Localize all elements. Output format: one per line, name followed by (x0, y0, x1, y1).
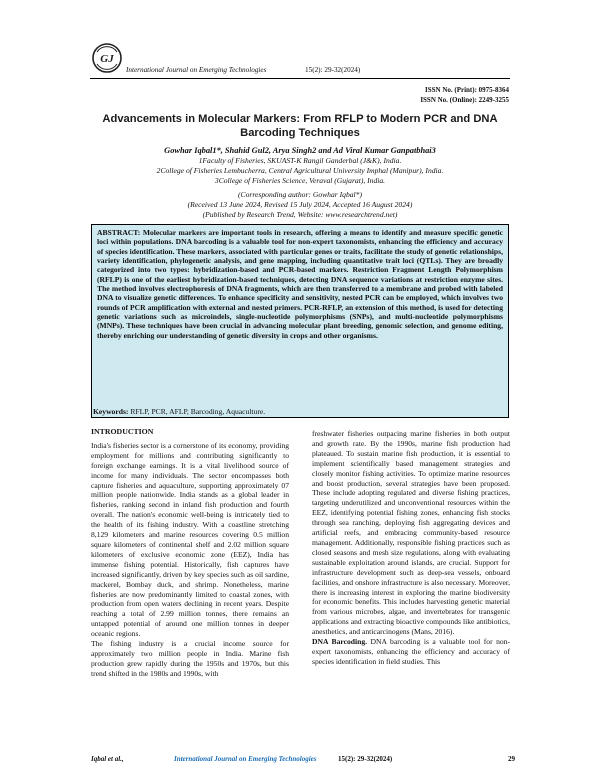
affiliation-1: 1Faculty of Fisheries, SKUAST-K Rangil Ganderbal (J&K), India. (198, 156, 402, 165)
left-column (91, 427, 289, 679)
right-paragraph-2-text: DNA barcoding is a valuable tool for non-expert taxonomists, enhancing the efficiency and accuracy of species identification in field studies. This (312, 637, 510, 666)
footer-volume: 15(2): 29-32(2024) (338, 755, 393, 763)
right-paragraph-2 (312, 637, 510, 667)
journal-volume: 15(2): 29-32(2024) (305, 66, 361, 74)
publisher-line: (Published by Research Trend, Website: www.researchtrend.net) (202, 210, 398, 219)
issn-online: ISSN No. (Online): 2249-3255 (420, 96, 509, 104)
corresponding-author: (Corresponding author: Gowhar Iqbal*) (238, 190, 362, 199)
keywords-text: RFLP, PCR, AFLP, Barcoding, Aquaculture. (128, 407, 266, 416)
journal-logo-icon (91, 42, 123, 74)
left-paragraph-2: The fishing industry is a crucial income source for approximately two million people in India. Marine fish production grew rapidly during the 1950s and 1970s, but this trend shifted in the 1980s and 1990s, with (91, 639, 289, 678)
journal-name: International Journal on Emerging Technologies (126, 66, 267, 74)
svg-text:GJ: GJ (100, 53, 114, 65)
affiliation-3: 3College of Fisheries Science, Veraval (Gujarat), India. (214, 176, 386, 185)
introduction-heading: INTRODUCTION (91, 427, 154, 436)
keywords-label: Keywords: (93, 407, 129, 416)
affiliation-2: 2College of Fisheries Lembucherra, Central Agricultural University Imphal (Manipur), India. (156, 166, 444, 175)
dna-barcoding-heading: DNA Barcoding. (312, 637, 368, 647)
left-paragraph-1: India's fisheries sector is a cornerstone of its economy, providing employment for millions and contributing significantly to foreign exchange earnings. It is a vital livelihood source of income for many individuals. The sector encompasses both capture fisheries and aquaculture, supporting approximately 07 million people nationwide. India stands as a global leader in fisheries, ranking second in inland fish production and fourth overall. The nation's economic well-being is intricately tied to the health of its fishing industry. With a coastline stretching 8,129 kilometers and marine resources covering 0.5 million square kilometers of continental shelf and 2.02 million square kilometers of exclusive economic zone (EEZ), India has immense fishing potential. Historically, fish captures have increased significantly, driven by key species such as oil sardine, mackerel, Bombay duck, and shrimp. Nonetheless, marine fisheries are now predominantly limited to coastal zones, with production from open waters declining in recent years. Despite reaching a total of 2.99 million tonnes, there remains an untapped potential of around one million tonnes in deeper oceanic regions. (91, 440, 289, 639)
footer-author: Iqbal et al., (91, 755, 124, 763)
footer-journal: International Journal on Emerging Technologies (174, 755, 317, 763)
article-authors: Gowhar Iqbal1*, Shahid Gul2, Arya Singh2 and Ad Viral Kumar Ganpatbhai3 (164, 146, 436, 155)
page-number: 29 (508, 755, 515, 763)
article-title: Advancements in Molecular Markers: From RFLP to Modern PCR and DNA Barcoding Techniques (102, 113, 498, 139)
keywords (93, 407, 265, 416)
right-paragraph-1: freshwater fisheries outpacing marine fisheries in both output and growth rate. By the 1990s, marine fish production had plateaued. To sustain marine fish production, it is essential to implement scientifically based management strategies and closely monitor fishing activities. To optimize marine resources and boost production, several strategies have been proposed. These include adopting regulated and diverse fishing practices, targeting underutilized and unconventional resources within the EEZ, identifying potential fishing zones, enhancing fish stocks through sea ranching, deploying fish aggregating devices and artificial reefs, and embracing community-based resource management. Additionally, responsible fishing practices such as closed seasons and mesh size regulations, along with evaluating sustainable exploitation around islands, are crucial. Support for infrastructure development such as deep-sea vessels, onboard facilities, and onshore infrastructure is also necessary. Moreover, there is increasing interest in exploring the marine biodiversity for economic benefits. This includes harvesting genetic material from various microbes, algae, and invertebrates for transgenic applications and extracting bioactive compounds like antibiotics, anesthetics, and anticarcinogens (Mans, 2016). (312, 429, 510, 637)
header-divider (90, 78, 510, 79)
right-column (312, 429, 510, 667)
issn-print: ISSN No. (Print): 0975-8364 (425, 86, 509, 94)
article-dates: (Received 13 June 2024, Revised 15 July 2024, Accepted 16 August 2024) (187, 200, 413, 209)
abstract-box (91, 224, 509, 418)
abstract-text: ABSTRACT: Molecular markers are important tools in research, offering a means to identify and measure specific genetic loci within populations. DNA barcoding is a valuable tool for non-expert taxonomists, enhancing the efficiency and accuracy of species identification. These markers, associated with particular genes or traits, facilitate the study of genetic relationships, variety identification, phylogenetic analysis, and gene mapping, including quantitative trait loci (QTLs). They are broadly categorized into two types: hybridization-based and PCR-based markers. Restriction Fragment Length Polymorphism (RFLP) is one of the earliest hybridization-based techniques, detecting DNA sequence variations at restriction enzyme sites. The method involves electrophoresis of DNA fragments, which are then transferred to a membrane and probed with labeled DNA to visualize genetic differences. To enhance specificity and sensitivity, nested PCR can be employed, which involves two rounds of PCR amplification with external and nested primers. PCR-RFLP, an extension of this method, is used for detecting genetic variations such as microindels, single-nucleotide polymorphisms (SNPs), and multi-nucleotide polymorphisms (MNPs). These techniques have been crucial in advancing molecular plant breeding, genomic selection, and genome editing, thereby enriching our understanding of genetic diversity in crops and other organisms. (97, 228, 503, 340)
